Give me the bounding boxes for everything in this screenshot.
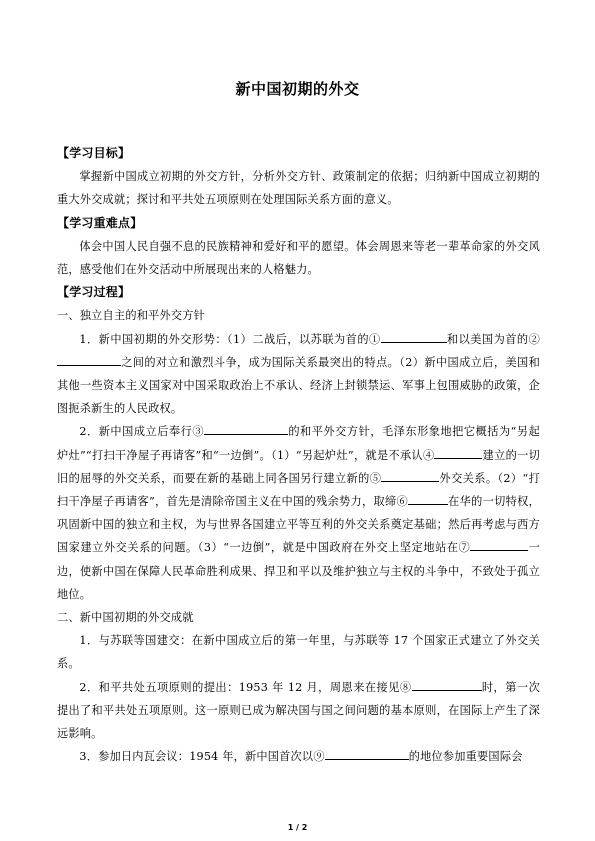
page-title: 新中国初期的外交 [235, 80, 360, 98]
section1-title: 一、独立自主的和平外交方针 [57, 309, 206, 323]
fill-blank-8[interactable] [412, 677, 482, 691]
key-points-heading: 【学习重难点】 [57, 215, 143, 230]
key-points-text: 体会中国人民自强不息的民族精神和爱好和平的愿望。体会周恩来等老一辈革命家的外交风范，感受他们在外交活动中所展现出来的人格魅力。 [57, 239, 540, 277]
section1-paragraph-2: 2．新中国成立后奉行③ 的和平外交方针，毛泽东形象地把它概括为“另起炉灶”“打扫干净屋子再请客”和“一边倒”。（1）“另起炉灶”，就是不承认④ 建立的一切旧的屈辱的外交关系，而要在新的基础上同各国另行建立新的⑤ 外交关系。（2）“打扫干净屋子再请客”，首先是清除帝国主义在中国的残余势力，取缔⑥ 在华的一切特权，巩固新中国的独立和主权，为与世界各国建立平等互利的外交关系奠定基础；然后再考虑与西方国家建立外交关系的问题。（3）“一边倒”，就是中国政府在外交上坚定地站在⑦ 一边，使新中国在保障人民革命胜利成果、捍卫和平以及维护独立与主权的斗争中，不致处于孤立地位。 [57, 420, 540, 606]
process-heading: 【学习过程】 [57, 285, 131, 300]
goals-text: 掌握新中国成立初期的外交方针，分析外交方针、政策制定的依据；归纳新中国成立初期的重大外交成就；探讨和平共处五项原则在处理国际关系方面的意义。 [57, 170, 540, 207]
fill-blank-3[interactable] [204, 421, 288, 435]
section1-paragraph-1: 1．新中国初期的外交形势：（1）二战后，以苏联为首的① 和以美国为首的②之间的对立和激烈斗争，成为国际关系最突出的特点。（2）新中国成立后，美国和其他一些资本主义国家对中国采取政治上不承认、经济上封锁禁运、军事上包围威胁的政策，企图扼杀新生的人民政权。 [57, 328, 540, 421]
fill-blank-9[interactable] [325, 746, 409, 760]
section2-paragraph-2: 2．和平共处五项原则的提出：1953 年 12 月，周恩来在接见⑧ 时，第一次提出了和平共处五项原则。这一原则已成为解决国与国之间问题的基本原则，在国际上产生了深远影响。 [57, 676, 540, 746]
section2-title: 二、新中国初期的外交成就 [57, 611, 194, 625]
page-number: 1 / 2 [287, 823, 308, 832]
document-body [57, 142, 540, 768]
section2-paragraph-1: 1．与苏联等国建交：在新中国成立后的第一年里，与苏联等 17 个国家正式建立了外交关系。 [57, 634, 540, 671]
fill-blank-4[interactable] [434, 445, 482, 459]
fill-blank-2[interactable] [57, 352, 121, 366]
goals-heading: 【学习目标】 [57, 146, 131, 160]
fill-blank-1[interactable] [381, 329, 447, 343]
section2-paragraph-3: 3．参加日内瓦会议：1954 年，新中国首次以⑨ 的地位参加重要国际会 [57, 745, 540, 768]
fill-blank-7[interactable] [470, 537, 528, 551]
fill-blank-5[interactable] [381, 468, 439, 482]
fill-blank-6[interactable] [408, 491, 448, 505]
